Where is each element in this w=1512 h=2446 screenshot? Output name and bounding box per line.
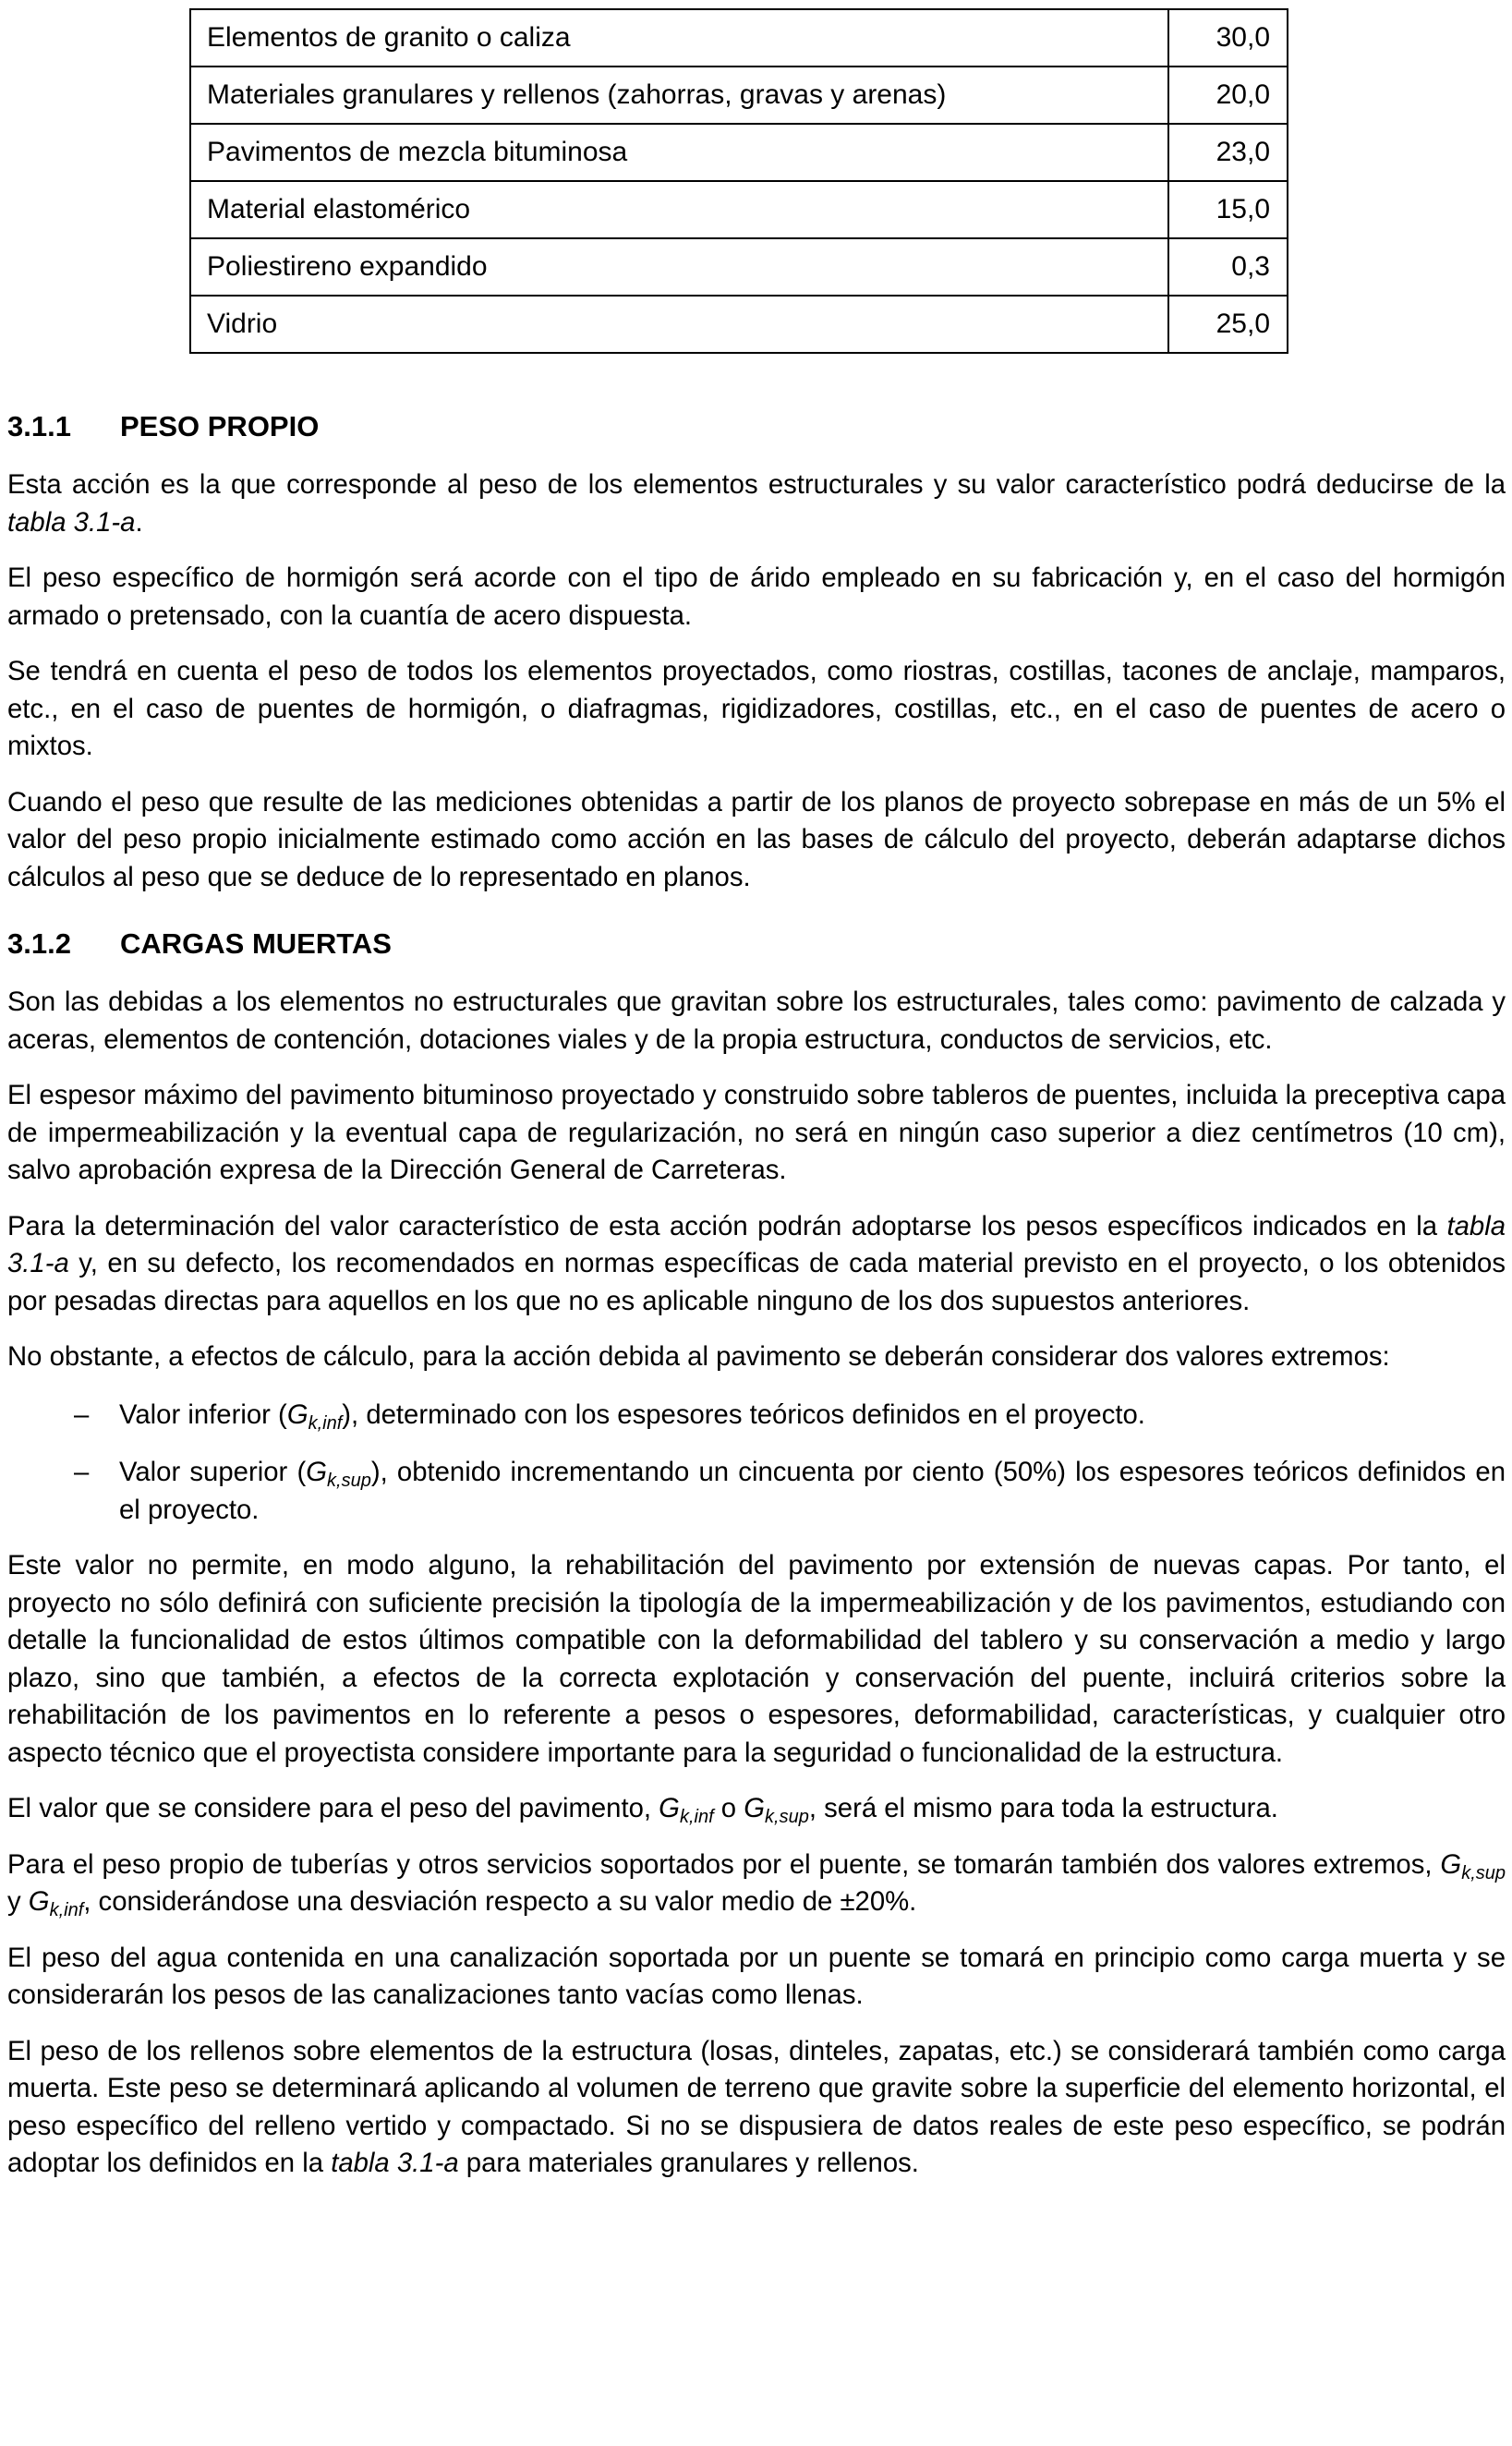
subscript: k,inf (49, 1900, 84, 1920)
paragraph-text: Para la determinación del valor característico de esta acción podrán adoptarse los pesos específicos indicados en la (7, 1210, 1447, 1241)
subscript: k,sup (1461, 1862, 1506, 1883)
material-cell: Pavimentos de mezcla bituminosa (190, 124, 1168, 181)
document-page (7, 0, 1506, 2183)
material-cell: Material elastomérico (190, 181, 1168, 238)
paragraph: El peso específico de hormigón será acorde con el tipo de árido empleado en su fabricación y, en el caso del hormigón armado o pretensado, con la cuantía de acero dispuesta. (7, 563, 1506, 631)
paragraph-text: y, en su defecto, los recomendados en normas específicas de cada material previsto en el proyecto, o los obtenidos por pesadas directas para aquellos en los que no es aplicable ninguno de los dos supuestos anteriores. (7, 1248, 1506, 1316)
material-cell: Elementos de granito o caliza (190, 9, 1168, 67)
paragraph (7, 1790, 1506, 1828)
paragraph (7, 466, 1506, 541)
paragraph-text: . (135, 506, 143, 538)
section-heading-3-1-2 (7, 926, 1506, 963)
paragraph-text: , considerándose una desviación respecto a su valor medio de ±20%. (83, 1886, 917, 1917)
list-item-text: ), determinado con los espesores teóricos definidos en el proyecto. (342, 1399, 1145, 1430)
list-item (7, 1397, 1506, 1435)
paragraph: No obstante, a efectos de cálculo, para la acción debida al pavimento se deberán considerar dos valores extremos: (7, 1341, 1390, 1372)
list-item (7, 1454, 1506, 1529)
paragraph (7, 1208, 1506, 1321)
paragraph-text: El peso de los rellenos sobre elementos de la estructura (losas, dinteles, zapatas, etc.) se considerará también como carga muerta. Este peso se determinará aplicando al volumen de terreno que gravite sobre la superficie del elemento horizontal, el peso específico del relleno vertido y compactado. Si no se dispusiera de datos reales de este peso específico, se podrán adoptar los definidos en la (7, 2035, 1506, 2178)
extreme-values-list (7, 1397, 1506, 1530)
symbol: G (306, 1457, 328, 1487)
list-item-text: ), obtenido incrementando un cincuenta por ciento (50%) los espesores teóricos definidos en el proyecto. (119, 1457, 1506, 1525)
paragraph: Se tendrá en cuenta el peso de todos los elementos proyectados, como riostras, costillas, tacones de anclaje, mamparos, etc., en el caso de puentes de hormigón, o diafragmas, rigidizadores, costillas, etc., en el caso de puentes de acero o mixtos. (7, 656, 1506, 761)
section-heading-3-1-1 (7, 408, 1506, 445)
table-row (190, 181, 1288, 238)
weight-value-cell: 25,0 (1168, 296, 1288, 353)
table-row (190, 124, 1288, 181)
section-number: 3.1.1 (7, 410, 71, 442)
material-cell: Materiales granulares y rellenos (zahorras, gravas y arenas) (190, 67, 1168, 124)
weight-value-cell: 23,0 (1168, 124, 1288, 181)
weight-value-cell: 15,0 (1168, 181, 1288, 238)
paragraph-text: y (7, 1886, 29, 1917)
section-title: PESO PROPIO (120, 410, 320, 442)
material-cell: Vidrio (190, 296, 1168, 353)
material-cell: Poliestireno expandido (190, 238, 1168, 296)
weight-value-cell: 20,0 (1168, 67, 1288, 124)
symbol: G (659, 1793, 680, 1823)
dash-bullet: – (74, 1399, 90, 1430)
paragraph-text: para materiales granulares y rellenos. (458, 2148, 919, 2178)
paragraph: Este valor no permite, en modo alguno, la rehabilitación del pavimento por extensión de nuevas capas. Por tanto, el proyecto no sólo definirá con suficiente precisión la tipología de la impermeabilización y de los pavimentos, estudiando con detalle la funcionalidad de estos últimos compatible con la deformabilidad del tablero y su conservación a medio y largo plazo, sino que también, a efectos de la correcta explotación y conservación del puente, incluirá criterios sobre la rehabilitación de los pavimentos en lo referente a pesos o espesores, deformabilidad, características, y cualquier otro aspecto técnico que el proyectista considere importante para la seguridad o funcionalidad de la estructura. (7, 1550, 1506, 1768)
paragraph-text: , será el mismo para toda la estructura. (808, 1793, 1278, 1823)
section-title: CARGAS MUERTAS (120, 927, 392, 960)
subscript: k,inf (679, 1807, 714, 1827)
subscript: k,sup (765, 1807, 809, 1827)
table-reference: tabla 3.1-a (7, 506, 136, 538)
table-body (190, 9, 1288, 353)
subscript: k,inf (308, 1412, 343, 1434)
paragraph (7, 2033, 1506, 2183)
table-reference: tabla 3.1-a (331, 2148, 459, 2178)
paragraph: Cuando el peso que resulte de las mediciones obtenidas a partir de los planos de proyecto sobrepase en más de un 5% el valor del peso propio inicialmente estimado como acción en las bases de cálculo del proyecto, deberán adaptarse dichos cálculos al peso que se deduce de lo representado en planos. (7, 786, 1506, 892)
weight-value-cell: 30,0 (1168, 9, 1288, 67)
table-reference: tabla 3.1-a (7, 1210, 1506, 1278)
paragraph-text: Para el peso propio de tuberías y otros servicios soportados por el puente, se tomarán también dos valores extremos, (7, 1848, 1441, 1880)
list-item-text: Valor superior ( (119, 1457, 307, 1487)
symbol: G (286, 1399, 308, 1430)
table-row (190, 67, 1288, 124)
paragraph-text: Esta acción es la que corresponde al peso de los elementos estructurales y su valor característico podrá deducirse de la (7, 469, 1506, 500)
table-row (190, 238, 1288, 296)
paragraph: El espesor máximo del pavimento bituminoso proyectado y construido sobre tableros de puentes, incluida la preceptiva capa de impermeabilización y la eventual capa de regularización, no será en ningún caso superior a diez centímetros (10 cm), salvo aprobación expresa de la Dirección General de Carreteras. (7, 1080, 1506, 1185)
specific-weights-table (189, 8, 1288, 354)
symbol: G (28, 1886, 50, 1917)
table-row (190, 9, 1288, 67)
symbol: G (744, 1793, 766, 1823)
dash-bullet: – (74, 1457, 90, 1487)
subscript: k,sup (327, 1471, 371, 1491)
list-item-text: Valor inferior ( (119, 1399, 287, 1430)
weight-value-cell: 0,3 (1168, 238, 1288, 296)
paragraph (7, 1847, 1506, 1921)
section-number: 3.1.2 (7, 927, 71, 960)
paragraph-text: El valor que se considere para el peso del pavimento, (7, 1793, 659, 1823)
table-row (190, 296, 1288, 353)
paragraph: Son las debidas a los elementos no estructurales que gravitan sobre los estructurales, tales como: pavimento de calzada y aceras, elementos de contención, dotaciones viales y de la propia estructura, conductos de servicios, etc. (7, 987, 1506, 1055)
paragraph: El peso del agua contenida en una canalización soportada por un puente se tomará en principio como carga muerta y se considerarán los pesos de las canalizaciones tanto vacías como llenas. (7, 1942, 1506, 2010)
symbol: G (1440, 1848, 1462, 1880)
paragraph-text: o (713, 1793, 744, 1823)
